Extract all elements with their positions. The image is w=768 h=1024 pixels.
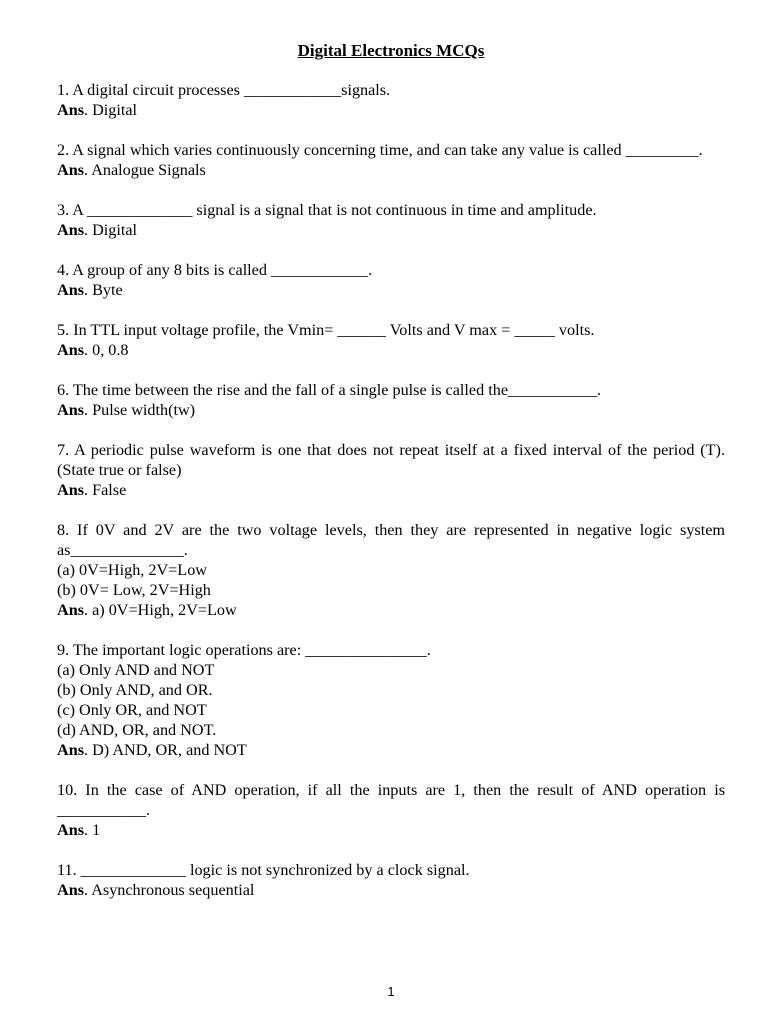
answer-line	[57, 100, 725, 120]
answer-label: Ans	[57, 281, 84, 299]
question-text: 3. A _____________ signal is a signal that is not continuous in time and amplitude.	[57, 201, 597, 219]
answer-text: . Digital	[84, 221, 138, 239]
option-b: (b) Only AND, and OR.	[57, 681, 213, 699]
answer-label: Ans	[57, 741, 84, 759]
answer-text: . Digital	[84, 101, 138, 119]
answer-label: Ans	[57, 821, 84, 839]
answer-text: . a) 0V=High, 2V=Low	[84, 601, 237, 619]
page-title: Digital Electronics MCQs	[297, 41, 485, 60]
answer-text: . Byte	[84, 281, 123, 299]
question-item	[57, 780, 725, 840]
question-item	[57, 260, 725, 300]
answer-line	[57, 600, 725, 620]
question-text: 9. The important logic operations are: _______________.	[57, 641, 431, 659]
question-item	[57, 640, 725, 760]
page-number: 1	[387, 984, 395, 999]
answer-line	[57, 480, 725, 500]
answer-label: Ans	[57, 221, 84, 239]
answer-label: Ans	[57, 881, 84, 899]
answer-line	[57, 740, 725, 760]
question-list	[57, 80, 725, 920]
answer-line	[57, 820, 725, 840]
question-text: 1. A digital circuit processes ____________signals.	[57, 81, 391, 99]
answer-text: . D) AND, OR, and NOT	[84, 741, 247, 759]
answer-line	[57, 220, 725, 240]
answer-text: . Analogue Signals	[84, 161, 206, 179]
question-item	[57, 200, 725, 240]
question-item	[57, 860, 725, 900]
question-item	[57, 380, 725, 420]
option-a: (a) 0V=High, 2V=Low	[57, 561, 207, 579]
question-item	[57, 80, 725, 120]
answer-line	[57, 340, 725, 360]
question-item	[57, 440, 725, 500]
option-d: (d) AND, OR, and NOT.	[57, 721, 217, 739]
question-item	[57, 320, 725, 360]
question-text: 6. The time between the rise and the fall of a single pulse is called the___________.	[57, 381, 602, 399]
question-text: 8. If 0V and 2V are the two voltage levels, then they are represented in negative logic system as______________.	[57, 521, 725, 559]
answer-text: . Pulse width(tw)	[84, 401, 196, 419]
answer-line	[57, 280, 725, 300]
answer-line	[57, 160, 725, 180]
answer-label: Ans	[57, 601, 84, 619]
answer-text: . Asynchronous sequential	[84, 881, 255, 899]
answer-text: . 0, 0.8	[84, 341, 129, 359]
option-b: (b) 0V= Low, 2V=High	[57, 581, 211, 599]
question-text: 2. A signal which varies continuously concerning time, and can take any value is called _________.	[57, 141, 703, 159]
option-c: (c) Only OR, and NOT	[57, 701, 207, 719]
answer-label: Ans	[57, 341, 84, 359]
question-text: 11. _____________ logic is not synchronized by a clock signal.	[57, 861, 470, 879]
question-text: 10. In the case of AND operation, if all the inputs are 1, then the result of AND operation is ___________.	[57, 781, 725, 819]
option-a: (a) Only AND and NOT	[57, 661, 215, 679]
answer-label: Ans	[57, 481, 84, 499]
answer-line	[57, 880, 725, 900]
question-item	[57, 520, 725, 620]
question-text: 7. A periodic pulse waveform is one that does not repeat itself at a fixed interval of the period (T). (State true or false)	[57, 441, 725, 479]
answer-text: . 1	[84, 821, 101, 839]
question-text: 5. In TTL input voltage profile, the Vmin= ______ Volts and V max = _____ volts.	[57, 321, 595, 339]
answer-label: Ans	[57, 101, 84, 119]
answer-label: Ans	[57, 401, 84, 419]
question-text: 4. A group of any 8 bits is called ____________.	[57, 261, 373, 279]
answer-text: . False	[84, 481, 127, 499]
answer-line	[57, 400, 725, 420]
question-item	[57, 140, 725, 180]
answer-label: Ans	[57, 161, 84, 179]
